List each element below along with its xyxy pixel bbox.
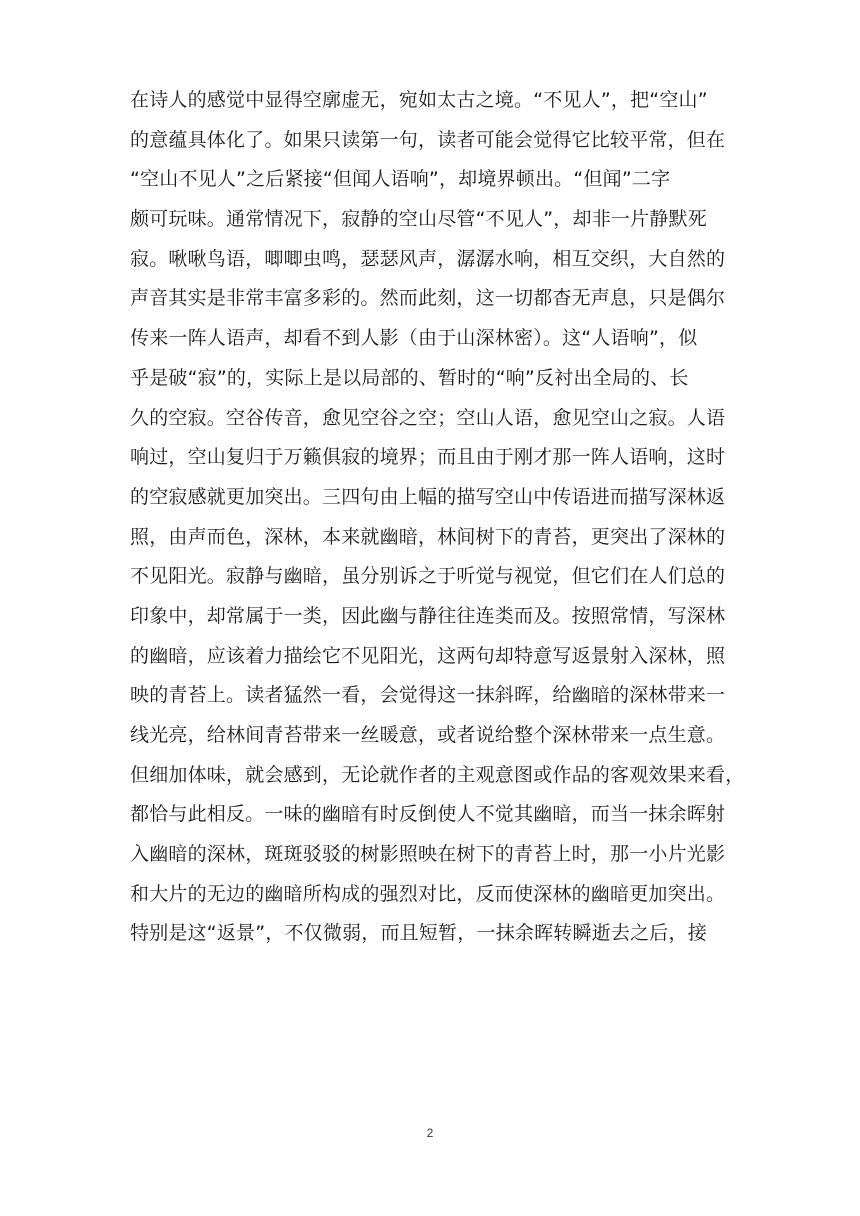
text-line: 照，由声而色，深林，本来就幽暗，林间树下的青苔，更突出了深林的 [130,525,726,548]
text-line: 的空寂感就更加突出。三四句由上幅的描写空山中传语进而描写深林返 [130,485,726,508]
text-line: 的幽暗，应该着力描绘它不见阳光，这两句却特意写返景射入深林，照 [130,644,726,667]
body-text [130,81,750,954]
text-line: 响过，空山复归于万籁俱寂的境界；而且由于刚才那一阵人语响，这时 [130,446,726,469]
text-line: 声音其实是非常丰富多彩的。然而此刻，这一切都杳无声息，只是偶尔 [130,287,726,310]
text-line: 乎是破“寂”的，实际上是以局部的、暂时的“响”反衬出全局的、长 [130,366,689,389]
text-line: “空山不见人”之后紧接“但闻人语响”，却境界顿出。“但闻”二字 [130,168,671,191]
text-line: 特别是这“返景”，不仅微弱，而且短暂，一抹余晖转瞬逝去之后，接 [130,922,707,945]
text-line: 在诗人的感觉中显得空廓虚无，宛如太古之境。“不见人”，把“空山” [130,89,708,111]
text-line: 寂。啾啾鸟语，唧唧虫鸣，瑟瑟风声，潺潺水响，相互交织，大自然的 [130,247,726,270]
text-line: 都恰与此相反。一味的幽暗有时反倒使人不觉其幽暗，而当一抹余晖射 [130,803,726,826]
text-line: 映的青苔上。读者猛然一看，会觉得这一抹斜晖，给幽暗的深林带来一 [130,684,726,707]
page-number: 2 [426,1126,434,1140]
text-line: 久的空寂。空谷传音，愈见空谷之空；空山人语，愈见空山之寂。人语 [130,406,726,429]
text-line: 不见阳光。寂静与幽暗，虽分别诉之于听觉与视觉，但它们在人们总的 [130,565,726,588]
text-line: 印象中，却常属于一类，因此幽与静往往连类而及。按照常情，写深林 [130,604,726,627]
text-line: 线光亮，给林间青苔带来一丝暖意，或者说给整个深林带来一点生意。 [130,724,726,746]
text-line: 的意蕴具体化了。如果只读第一句，读者可能会觉得它比较平常，但在 [130,128,726,151]
text-line: 颇可玩味。通常情况下，寂静的空山尽管“不见人”，却非一片静默死 [130,208,707,231]
text-line: 传来一阵人语声，却看不到人影（由于山深林密）。这“人语响”，似 [130,327,698,350]
text-line: 入幽暗的深林，斑斑驳驳的树影照映在树下的青苔上时，那一小片光影 [130,843,726,866]
text-line: 但细加体味，就会感到，无论就作者的主观意图或作品的客观效果来看， [130,763,745,786]
text-line: 和大片的无边的幽暗所构成的强烈对比，反而使深林的幽暗更加突出。 [130,882,726,905]
